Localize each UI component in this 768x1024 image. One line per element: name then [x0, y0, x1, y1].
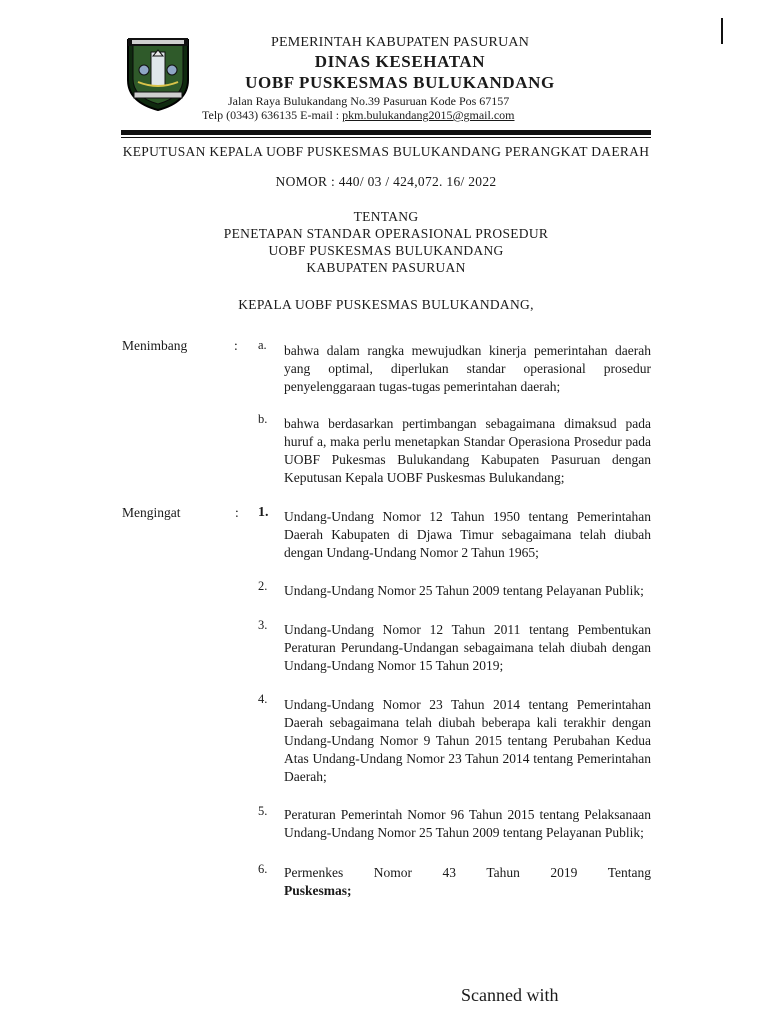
menimbang-colon: : — [234, 338, 238, 353]
letterhead-address-block — [200, 94, 600, 122]
mengingat-item-text: Peraturan Pemerintah Nomor 96 Tahun 2015 tentang Pelaksanaan Undang-Undang Nomor 25 Tahun 2009 tentang Pelayanan Publik; — [284, 807, 651, 840]
decree-subject — [121, 208, 651, 276]
mengingat-item-text: Undang-Undang Nomor 12 Tahun 1950 tentang Pemerintahan Daerah Kabupaten di Djawa Timur sebagaimana telah diubah dengan Undang-Undang Nomor 2 Tahun 1965; — [284, 509, 651, 560]
regency-crest-icon — [122, 34, 194, 112]
contact-phone-label: Telp (0343) 636135 E-mail : — [202, 108, 343, 122]
mengingat-item-text: Undang-Undang Nomor 25 Tahun 2009 tentang Pelayanan Publik; — [284, 583, 644, 598]
menimbang-item-text: bahwa dalam rangka mewujudkan kinerja pemerintahan daerah yang optimal, diperlukan standar operasional prosedur penyelenggaraan tugas-tugas pemerintahan daerah; — [284, 343, 651, 394]
mengingat-item-marker: 5. — [258, 804, 268, 818]
letterhead-address: Jalan Raya Bulukandang No.39 Pasuruan Kode Pos 67157 — [228, 94, 510, 108]
mengingat-item-marker: 1. — [258, 505, 269, 520]
decree-title: KEPUTUSAN KEPALA UOBF PUSKESMAS BULUKANDANG PERANGKAT DAERAH — [122, 144, 650, 159]
subject-line-3: KABUPATEN PASURUAN — [306, 260, 466, 275]
letterhead-divider-thin — [121, 137, 651, 138]
letterhead-department: DINAS KESEHATAN — [314, 52, 486, 71]
scan-artifact-line — [721, 18, 723, 44]
mengingat-item-text-line: Permenkes Nomor 43 Tahun 2019 Tentang — [284, 865, 651, 880]
subject-line-2: UOBF PUSKESMAS BULUKANDANG — [268, 243, 504, 258]
contact-email-link[interactable]: pkm.bulukandang2015@gmail.com — [342, 108, 515, 122]
scanner-watermark: Scanned with — [461, 985, 559, 1005]
menimbang-label: Menimbang — [122, 338, 188, 353]
decree-number: NOMOR : 440/ 03 / 424,072. 16/ 2022 — [275, 174, 497, 189]
menimbang-item-text: bahwa berdasarkan pertimbangan sebagaimana dimaksud pada huruf a, maka perlu menetapkan Standar Operasiona Prosedur pada UOBF Pukesmas Bulukandang Kabupaten Pasuruan dengan Keputusan Kepala UOBF Puskesmas Bulukandang; — [284, 416, 651, 485]
mengingat-item-marker: 4. — [258, 692, 268, 706]
mengingat-item-text-bold: Puskesmas; — [284, 883, 352, 898]
mengingat-colon: : — [235, 505, 239, 520]
mengingat-item-marker: 6. — [258, 862, 268, 876]
letterhead-divider-thick — [121, 130, 651, 135]
mengingat-item-text: Undang-Undang Nomor 12 Tahun 2011 tentang Pembentukan Peraturan Perundang-Undangan sebagaimana telah diubah dengan Undang-Undang Nomor 15 Tahun 2019; — [284, 622, 651, 673]
letterhead-government: PEMERINTAH KABUPATEN PASURUAN — [270, 35, 530, 50]
letterhead-contact — [200, 108, 600, 122]
mengingat-item-text: Undang-Undang Nomor 23 Tahun 2014 tentang Pemerintahan Daerah sebagaimana telah diubah beberapa kali terakhir dengan Undang-Undang Nomor 9 Tahun 2015 tentang Perubahan Kedua Atas Undang-Undang Nomor 23 Tahun 2014 tentang Pemerintahan Daerah; — [284, 697, 651, 784]
tentang-heading: TENTANG — [353, 209, 419, 224]
mengingat-item-marker: 2. — [258, 579, 268, 593]
issuer-heading: KEPALA UOBF PUSKESMAS BULUKANDANG, — [238, 297, 534, 312]
mengingat-item-text — [284, 864, 651, 900]
mengingat-label: Mengingat — [122, 505, 181, 520]
letterhead-institution: UOBF PUSKESMAS BULUKANDANG — [245, 73, 555, 92]
letterhead-heading — [200, 34, 600, 93]
menimbang-item-marker: a. — [258, 338, 267, 352]
menimbang-item-marker: b. — [258, 412, 268, 426]
subject-line-1: PENETAPAN STANDAR OPERASIONAL PROSEDUR — [223, 226, 549, 241]
mengingat-item-marker: 3. — [258, 618, 268, 632]
